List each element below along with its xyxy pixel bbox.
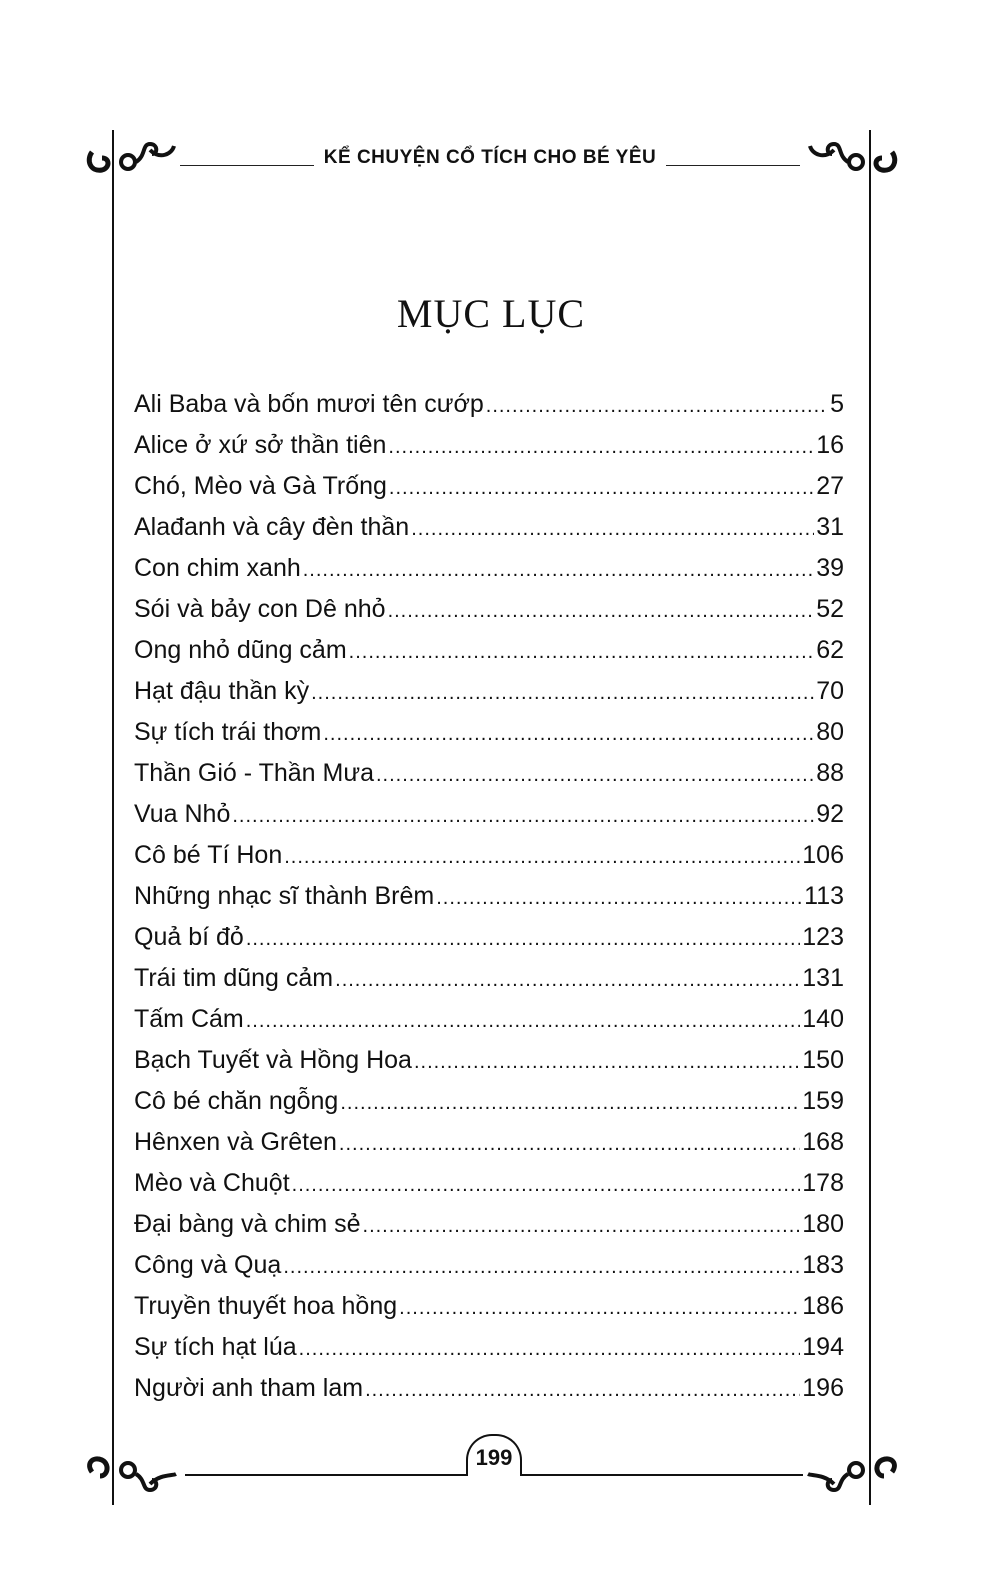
dot-leader <box>388 436 814 459</box>
ornament-bottom-right-icon <box>800 1444 900 1504</box>
toc-entry <box>134 431 844 472</box>
dot-leader <box>414 1051 800 1074</box>
dot-leader <box>339 1133 800 1156</box>
toc-entry-page: 27 <box>816 472 844 500</box>
dot-leader <box>323 723 814 746</box>
toc-entry-page: 183 <box>802 1251 844 1279</box>
toc-entry-title: Ali Baba và bốn mươi tên cướp <box>134 390 484 418</box>
toc-entry <box>134 554 844 595</box>
toc-entry-title: Alice ở xứ sở thần tiên <box>134 431 387 459</box>
toc-entry-title: Cô bé chăn ngỗng <box>134 1087 339 1115</box>
toc-entry-page: 140 <box>802 1005 844 1033</box>
toc-entry <box>134 841 844 882</box>
toc-entry-page: 39 <box>816 554 844 582</box>
toc-entry-page: 5 <box>830 390 844 418</box>
toc-entry-page: 88 <box>816 759 844 787</box>
toc-entry <box>134 1292 844 1333</box>
toc-entry-page: 196 <box>802 1374 844 1402</box>
dot-leader <box>284 846 800 869</box>
dot-leader <box>365 1379 800 1402</box>
dot-leader <box>283 1256 800 1279</box>
dot-leader <box>349 641 815 664</box>
toc-entry <box>134 1128 844 1169</box>
dot-leader <box>363 1215 801 1238</box>
toc-entry <box>134 1005 844 1046</box>
toc-entry-page: 168 <box>802 1128 844 1156</box>
toc-entry <box>134 677 844 718</box>
toc-entry <box>134 718 844 759</box>
page-number: 199 <box>466 1434 522 1476</box>
toc-entry-title: Thần Gió - Thần Mưa <box>134 759 374 787</box>
toc-entry <box>134 1169 844 1210</box>
toc-entry-title: Alađanh và cây đèn thần <box>134 513 410 541</box>
dot-leader <box>303 559 814 582</box>
toc-entry <box>134 513 844 554</box>
toc-entry <box>134 964 844 1005</box>
dot-leader <box>389 477 814 500</box>
page-title: MỤC LỤC <box>396 291 586 336</box>
toc-entry <box>134 390 844 431</box>
toc-entry-title: Sự tích hạt lúa <box>134 1333 297 1361</box>
toc-entry-page: 159 <box>802 1087 844 1115</box>
dot-leader <box>436 887 802 910</box>
toc-entry <box>134 472 844 513</box>
toc-entry-page: 52 <box>816 595 844 623</box>
dot-leader <box>299 1338 801 1361</box>
toc-entry-page: 70 <box>816 677 844 705</box>
toc-entry-page: 62 <box>816 636 844 664</box>
toc-entry-title: Con chim xanh <box>134 554 301 582</box>
dot-leader <box>388 600 815 623</box>
toc-entry-page: 113 <box>804 882 844 910</box>
running-title: KỂ CHUYỆN CỔ TÍCH CHO BÉ YÊU <box>323 147 657 168</box>
toc-entry-title: Cô bé Tí Hon <box>134 841 283 869</box>
toc-entry <box>134 882 844 923</box>
dot-leader <box>246 928 800 951</box>
toc-entry-title: Mèo và Chuột <box>134 1169 290 1197</box>
toc-entry-page: 106 <box>802 841 844 869</box>
toc-entry-title: Quả bí đỏ <box>134 923 244 951</box>
toc-entry-title: Công và Quạ <box>134 1251 282 1279</box>
dot-leader <box>232 805 814 828</box>
toc-entry-title: Trái tim dũng cảm <box>134 964 334 992</box>
dot-leader <box>411 518 814 541</box>
header-rule-right <box>666 165 800 166</box>
toc-entry-page: 123 <box>802 923 844 951</box>
dot-leader <box>340 1092 800 1115</box>
toc-entry <box>134 1210 844 1251</box>
toc-entry-page: 92 <box>816 800 844 828</box>
toc-entry-title: Tấm Cám <box>134 1005 244 1033</box>
toc-entry-title: Vua Nhỏ <box>134 800 231 828</box>
toc-entry-title: Truyền thuyết hoa hồng <box>134 1292 398 1320</box>
toc-entry <box>134 923 844 964</box>
toc-entry-page: 178 <box>802 1169 844 1197</box>
table-of-contents <box>134 390 844 1415</box>
dot-leader <box>311 682 814 705</box>
toc-entry <box>134 1333 844 1374</box>
dot-leader <box>399 1297 800 1320</box>
header-rule-left <box>180 165 314 166</box>
toc-entry-title: Chó, Mèo và Gà Trống <box>134 472 387 500</box>
toc-entry-page: 80 <box>816 718 844 746</box>
toc-entry-title: Hạt đậu thần kỳ <box>134 677 310 705</box>
toc-entry-title: Sói và bảy con Dê nhỏ <box>134 595 386 623</box>
toc-entry-title: Sự tích trái thơm <box>134 718 322 746</box>
toc-entry <box>134 759 844 800</box>
toc-entry-page: 180 <box>802 1210 844 1238</box>
toc-entry-title: Hênxen và Grêten <box>134 1128 337 1156</box>
toc-entry-title: Những nhạc sĩ thành Brêm <box>134 882 435 910</box>
toc-entry <box>134 1251 844 1292</box>
dot-leader <box>376 764 814 787</box>
running-header <box>180 147 800 169</box>
toc-entry <box>134 1087 844 1128</box>
dot-leader <box>292 1174 801 1197</box>
toc-entry <box>134 636 844 677</box>
toc-entry-title: Đại bàng và chim sẻ <box>134 1210 361 1238</box>
toc-entry-page: 31 <box>816 513 844 541</box>
toc-entry-page: 186 <box>802 1292 844 1320</box>
dot-leader <box>486 395 828 418</box>
ornament-bottom-left-icon <box>84 1444 184 1504</box>
toc-entry-title: Bạch Tuyết và Hồng Hoa <box>134 1046 412 1074</box>
toc-entry-page: 16 <box>816 431 844 459</box>
ornament-top-right-icon <box>800 130 900 190</box>
toc-entry-page: 150 <box>802 1046 844 1074</box>
toc-entry-page: 131 <box>802 964 844 992</box>
toc-entry <box>134 1046 844 1087</box>
toc-entry <box>134 595 844 636</box>
toc-entry-title: Ong nhỏ dũng cảm <box>134 636 347 664</box>
toc-entry-title: Người anh tham lam <box>134 1374 364 1402</box>
ornament-top-left-icon <box>84 130 184 190</box>
toc-entry-page: 194 <box>802 1333 844 1361</box>
dot-leader <box>335 969 800 992</box>
toc-entry <box>134 800 844 841</box>
dot-leader <box>246 1010 801 1033</box>
toc-entry <box>134 1374 844 1415</box>
